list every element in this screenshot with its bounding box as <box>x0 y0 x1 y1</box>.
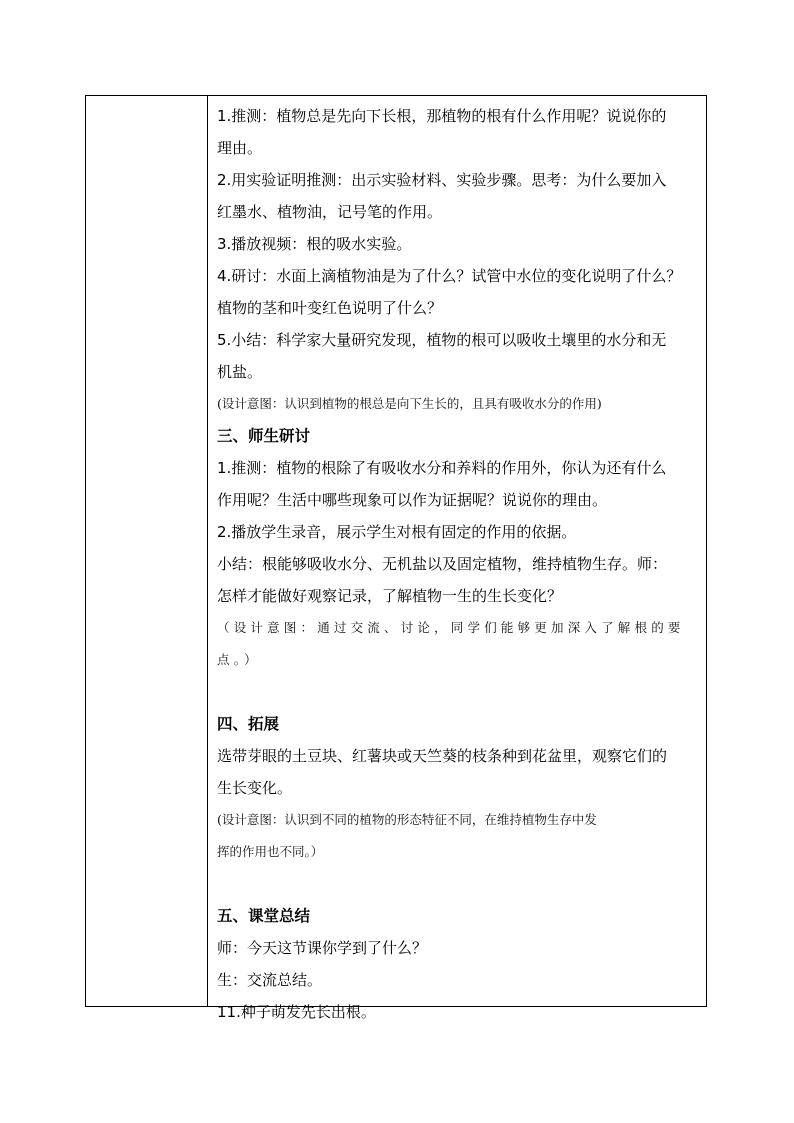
step-discuss-line-2: 植物的茎和叶变红色说明了什么？ <box>217 299 443 317</box>
extension-line-2: 生长变化。 <box>217 779 293 797</box>
column-divider <box>207 96 208 1006</box>
step-guess-line-2: 理由。 <box>217 139 263 157</box>
content-cell <box>217 100 701 1028</box>
design-intent-note-1: (设计意图：认识到植物的根总是向下生长的，且具有吸收水分的作用) <box>217 396 602 411</box>
section-heading-discussion: 三、师生研讨 <box>217 427 311 445</box>
discussion-guess-line-2: 作用呢？生活中哪些现象可以作为证据呢？说说你的理由。 <box>217 491 608 509</box>
summary-teacher-line: 师：今天这节课你学到了什么？ <box>217 939 428 957</box>
discussion-summary-line-1: 小结：根能够吸收水分、无机盐以及固定植物，维持植物生存。师： <box>217 555 668 573</box>
summary-student-line: 生：交流总结。 <box>217 971 323 989</box>
step-video-line: 3.播放视频：根的吸水实验。 <box>217 235 412 253</box>
step-experiment-line-1: 2.用实验证明推测：出示实验材料、实验步骤。思考：为什么要加入 <box>217 171 667 189</box>
section-heading-summary: 五、课堂总结 <box>217 907 311 925</box>
discussion-audio-line: 2.播放学生录音，展示学生对根有固定的作用的依据。 <box>217 523 577 541</box>
left-column-cell <box>86 96 207 1006</box>
blank-line <box>217 868 701 900</box>
step-summary-line-2: 机盐。 <box>217 363 263 381</box>
step-discuss-line-1: 4.研讨：水面上滴植物油是为了什么？试管中水位的变化说明了什么？ <box>217 267 682 285</box>
section-heading-extension: 四、拓展 <box>217 715 280 733</box>
step-guess-line-1: 1.推测：植物总是先向下长根，那植物的根有什么作用呢？说说你的 <box>217 107 667 125</box>
summary-board-line: 11.种子萌发先长出根。 <box>217 1003 376 1021</box>
blank-line <box>217 676 701 708</box>
discussion-summary-line-2: 怎样才能做好观察记录，了解植物一生的生长变化？ <box>217 587 563 605</box>
design-intent-note-2-line-2: 点。） <box>217 652 261 667</box>
design-intent-note-3-line-2: 挥的作用也不同。） <box>217 844 324 859</box>
lesson-table <box>85 95 707 1021</box>
step-experiment-line-2: 红墨水、植物油，记号笔的作用。 <box>217 203 443 221</box>
step-summary-line-1: 5.小结：科学家大量研究发现，植物的根可以吸收土壤里的水分和无 <box>217 331 667 349</box>
extension-line-1: 选带芽眼的土豆块、红薯块或天竺葵的枝条种到花盆里，观察它们的 <box>217 747 668 765</box>
design-intent-note-3-line-1: (设计意图：认识到不同的植物的形态特征不同，在维持植物生存中发 <box>217 812 597 827</box>
design-intent-note-2-line-1: （设计意图：通过交流、讨论，同学们能够更加深入了解根的要 <box>217 620 685 635</box>
discussion-guess-line-1: 1.推测：植物的根除了有吸收水分和养料的作用外，你认为还有什么 <box>217 459 667 477</box>
